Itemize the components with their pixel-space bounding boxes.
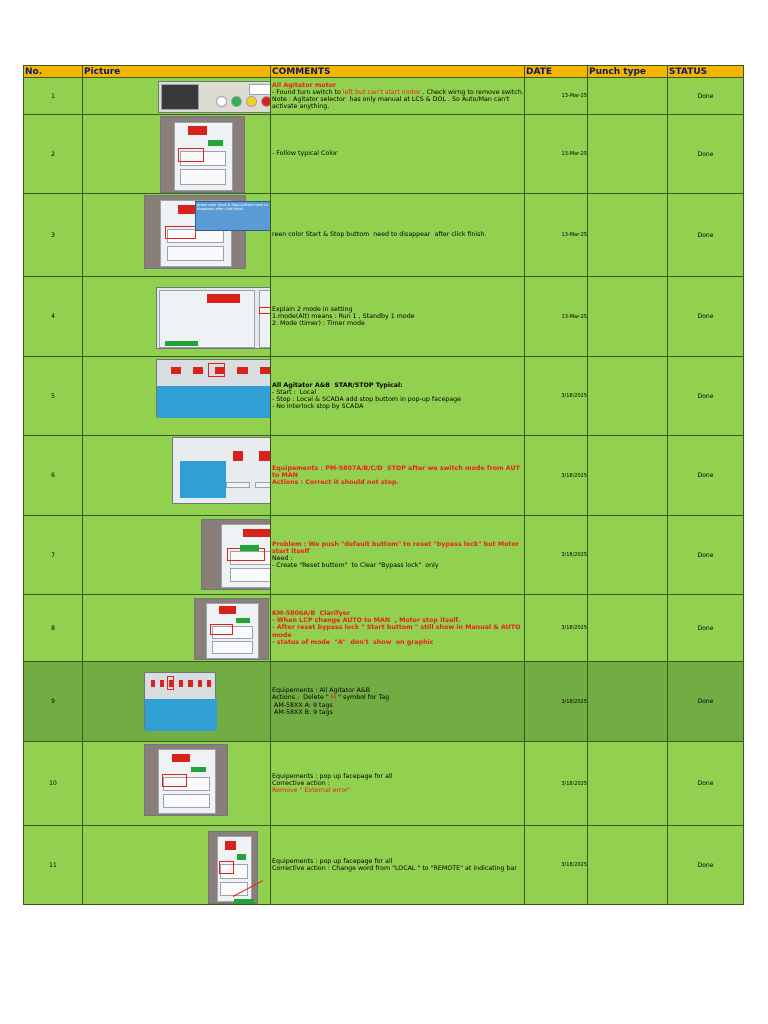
table-row bbox=[24, 194, 744, 277]
cell-punch-type bbox=[588, 78, 668, 115]
comment-line bbox=[272, 702, 524, 709]
comment-line bbox=[272, 150, 524, 157]
screenshot-thumbnail bbox=[144, 672, 216, 730]
comment-line bbox=[272, 479, 524, 486]
comment-text: reen color Start & Stop buttom need to disappear after click finish. bbox=[272, 231, 487, 239]
cell-date: 13-Mar-25 bbox=[525, 277, 588, 357]
comment-text: - No Interlock stop by SCADA bbox=[272, 403, 364, 411]
screenshot-thumbnail bbox=[158, 81, 271, 113]
screenshot-thumbnail bbox=[208, 831, 258, 904]
screenshot-thumbnail bbox=[172, 437, 271, 504]
comment-line bbox=[272, 687, 524, 694]
table-row bbox=[24, 357, 744, 436]
cell-comments bbox=[271, 436, 525, 516]
comment-text: AM-58XX B: 9 tags bbox=[272, 708, 333, 716]
comment-text: Remove " External error" bbox=[272, 787, 351, 795]
comment-text: . Check wirng to remove switch. bbox=[420, 88, 524, 96]
comment-line bbox=[272, 465, 524, 479]
comment-text: Note : Agitator selector has only manual at LCS & DOL . So Auto/Man can't activate anything. bbox=[272, 96, 512, 111]
comment-line bbox=[272, 82, 524, 89]
comment-line bbox=[272, 562, 524, 569]
comment-text: 1.mode(Alt) means : Run 1 , Standby 1 mode bbox=[272, 312, 415, 320]
comment-text: AM-58XX A: 9 tags bbox=[272, 701, 333, 709]
comment-line bbox=[272, 96, 524, 110]
cell-comments bbox=[271, 115, 525, 194]
cell-punch-type bbox=[588, 357, 668, 436]
cell-picture bbox=[83, 78, 271, 115]
comment-line bbox=[272, 624, 524, 638]
cell-no: 4 bbox=[24, 277, 83, 357]
comment-text: Corrective action : Change word from "LOCAL " to "REMOTE" at indicating bar bbox=[272, 865, 517, 872]
cell-no: 2 bbox=[24, 115, 83, 194]
comment-line bbox=[272, 865, 524, 872]
cell-date: 13-Mar-25 bbox=[525, 115, 588, 194]
cell-picture bbox=[83, 277, 271, 357]
cell-picture bbox=[83, 357, 271, 436]
cell-no: 7 bbox=[24, 516, 83, 595]
cell-date: 3/18/2025 bbox=[525, 662, 588, 742]
cell-punch-type bbox=[588, 436, 668, 516]
cell-picture bbox=[83, 194, 271, 277]
cell-status: Done bbox=[668, 826, 744, 905]
comment-text: Equipements : All Agitator A&B bbox=[272, 687, 371, 695]
cell-status: Done bbox=[668, 516, 744, 595]
comment-line bbox=[272, 313, 524, 320]
cell-punch-type bbox=[588, 277, 668, 357]
comment-line bbox=[272, 709, 524, 716]
table-row bbox=[24, 826, 744, 905]
cell-date: 13-Mar-25 bbox=[525, 78, 588, 115]
cell-picture bbox=[83, 115, 271, 194]
comment-line bbox=[272, 617, 524, 624]
screenshot-thumbnail bbox=[194, 598, 269, 660]
cell-picture bbox=[83, 516, 271, 595]
screenshot-thumbnail bbox=[144, 744, 228, 816]
cell-no: 8 bbox=[24, 595, 83, 662]
cell-date: 3/18/2025 bbox=[525, 742, 588, 826]
cell-picture bbox=[83, 595, 271, 662]
header-picture: Picture bbox=[83, 66, 271, 78]
table-row bbox=[24, 595, 744, 662]
cell-status: Done bbox=[668, 78, 744, 115]
comment-text: KM-5806A/B Clarifyer bbox=[272, 609, 351, 617]
comment-text: - Found turn switch to bbox=[272, 88, 343, 96]
cell-date: 3/18/2025 bbox=[525, 357, 588, 436]
comment-text: Need : bbox=[272, 555, 293, 562]
header-punch-type: Punch type bbox=[588, 66, 668, 78]
comment-line bbox=[272, 780, 524, 787]
comment-text: Problem : We push "default buttom" to reset "bypass lock" but Motor start itself bbox=[272, 540, 522, 555]
cell-comments bbox=[271, 194, 525, 277]
comment-text: - Start : Local bbox=[272, 388, 317, 396]
comment-line bbox=[272, 694, 524, 701]
table-row bbox=[24, 78, 744, 115]
comment-line bbox=[272, 389, 524, 396]
table-row bbox=[24, 662, 744, 742]
comment-text: - status of mode "A" don't show on graphic bbox=[272, 638, 434, 646]
comment-line bbox=[272, 858, 524, 865]
cell-status: Done bbox=[668, 115, 744, 194]
cell-date: 3/18/2025 bbox=[525, 595, 588, 662]
cell-status: Done bbox=[668, 742, 744, 826]
cell-comments bbox=[271, 277, 525, 357]
cell-status: Done bbox=[668, 357, 744, 436]
comment-text: - Follow typical Color bbox=[272, 150, 338, 158]
table-row bbox=[24, 742, 744, 826]
cell-comments bbox=[271, 742, 525, 826]
screenshot-thumbnail bbox=[156, 287, 271, 349]
comment-line bbox=[272, 403, 524, 410]
punch-list-table bbox=[23, 65, 744, 905]
cell-comments bbox=[271, 662, 525, 742]
cell-status: Done bbox=[668, 277, 744, 357]
cell-punch-type bbox=[588, 662, 668, 742]
cell-date: 13-Mar-25 bbox=[525, 194, 588, 277]
comment-line bbox=[272, 541, 524, 555]
table-row bbox=[24, 436, 744, 516]
cell-no: 1 bbox=[24, 78, 83, 115]
comment-text: All Agitator A&B STAR/STOP Typical: bbox=[272, 381, 403, 389]
cell-comments bbox=[271, 78, 525, 115]
comment-line bbox=[272, 639, 524, 646]
comment-text: - When LCP change AUTO to MAN , Motor stop itself. bbox=[272, 617, 461, 625]
comment-text: Equipements : PM-5807A/B/C/D STOP after we switch mode from AUT to MAN bbox=[272, 464, 523, 479]
cell-picture bbox=[83, 662, 271, 742]
comment-line bbox=[272, 320, 524, 327]
cell-punch-type bbox=[588, 194, 668, 277]
comment-text: Actions : Delete " bbox=[272, 694, 329, 702]
cell-no: 5 bbox=[24, 357, 83, 436]
comment-text: All Agitator motor bbox=[272, 81, 337, 89]
cell-picture bbox=[83, 826, 271, 905]
header-comments: COMMENTS bbox=[271, 66, 525, 78]
cell-punch-type bbox=[588, 742, 668, 826]
comment-line bbox=[272, 306, 524, 313]
cell-picture bbox=[83, 436, 271, 516]
screenshot-thumbnail bbox=[201, 519, 271, 590]
comment-line bbox=[272, 555, 524, 562]
cell-no: 3 bbox=[24, 194, 83, 277]
cell-date: 3/18/2025 bbox=[525, 516, 588, 595]
header-date: DATE bbox=[525, 66, 588, 78]
callout-note: green color Start & Stop buttom need to disappear after click finish. bbox=[195, 201, 271, 231]
comment-text: Corrective action : bbox=[272, 779, 330, 787]
cell-date: 3/18/2025 bbox=[525, 826, 588, 905]
comment-line bbox=[272, 89, 524, 96]
cell-status: Done bbox=[668, 194, 744, 277]
comment-line bbox=[272, 396, 524, 403]
comment-text: Equipements : pop up facepage for all bbox=[272, 772, 393, 780]
cell-comments bbox=[271, 357, 525, 436]
cell-picture bbox=[83, 742, 271, 826]
table-row bbox=[24, 115, 744, 194]
comment-text: - Create "Reset buttom" to Clear "Bypass lock" only bbox=[272, 562, 439, 570]
cell-no: 9 bbox=[24, 662, 83, 742]
cell-punch-type bbox=[588, 595, 668, 662]
comment-text: 2. Mode (timer) : Timer mode bbox=[272, 320, 365, 328]
cell-date: 3/18/2025 bbox=[525, 436, 588, 516]
comment-line bbox=[272, 610, 524, 617]
table-row bbox=[24, 277, 744, 357]
comment-text: - After reset bypass lock " Start buttom " still show in Manual & AUTO mode bbox=[272, 624, 523, 639]
cell-comments bbox=[271, 516, 525, 595]
cell-comments bbox=[271, 595, 525, 662]
cell-status: Done bbox=[668, 595, 744, 662]
cell-status: Done bbox=[668, 436, 744, 516]
comment-text: - Stop : Local & SCADA add stop buttom in pop-up facepage bbox=[272, 396, 462, 403]
cell-punch-type bbox=[588, 115, 668, 194]
cell-punch-type bbox=[588, 516, 668, 595]
comment-text: Actions : Correct it should not stop. bbox=[272, 479, 399, 487]
cell-no: 10 bbox=[24, 742, 83, 826]
comment-text: Equipements : pop up facepage for all bbox=[272, 857, 393, 865]
header-row bbox=[24, 66, 744, 78]
comment-line bbox=[272, 787, 524, 794]
cell-punch-type bbox=[588, 826, 668, 905]
comment-line bbox=[272, 382, 524, 389]
comment-text: Explain 2 mode in setting bbox=[272, 305, 353, 313]
table-row bbox=[24, 516, 744, 595]
comment-highlight: left but can't start motor bbox=[342, 88, 421, 96]
cell-no: 6 bbox=[24, 436, 83, 516]
screenshot-thumbnail bbox=[160, 116, 245, 193]
cell-status: Done bbox=[668, 662, 744, 742]
cell-comments bbox=[271, 826, 525, 905]
comment-text: " symbol for Tag bbox=[338, 694, 390, 702]
screenshot-thumbnail bbox=[156, 359, 271, 417]
comment-line bbox=[272, 773, 524, 780]
comment-line bbox=[272, 231, 524, 238]
header-status: STATUS bbox=[668, 66, 744, 78]
header-no: No. bbox=[24, 66, 83, 78]
comment-highlight: M bbox=[328, 694, 339, 702]
cell-no: 11 bbox=[24, 826, 83, 905]
